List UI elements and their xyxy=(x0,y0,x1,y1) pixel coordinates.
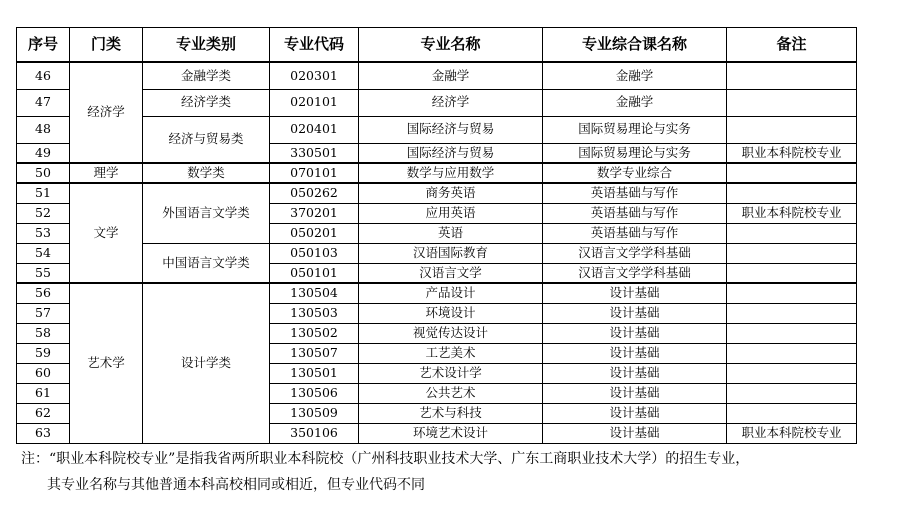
cell-seq: 47 xyxy=(17,89,70,116)
header-major-name: 专业名称 xyxy=(359,28,543,63)
footnote-line-1: 注：“职业本科院校专业”是指我省两所职业本科院校（广州科技职业技术大学、广东工商职业技术大学）的招生专业， xyxy=(21,451,750,467)
table-row xyxy=(17,283,857,303)
cell-remark xyxy=(727,263,857,283)
cell-remark xyxy=(727,163,857,183)
cell-seq: 54 xyxy=(17,243,70,263)
table-row xyxy=(17,183,857,203)
cell-course: 金融学 xyxy=(543,89,727,116)
header-seq: 序号 xyxy=(17,28,70,63)
cell-code: 130506 xyxy=(270,383,359,403)
cell-major-class: 外国语言文学类 xyxy=(143,183,270,243)
cell-remark: 职业本科院校专业 xyxy=(727,143,857,163)
cell-remark xyxy=(727,383,857,403)
cell-seq: 61 xyxy=(17,383,70,403)
cell-name: 工艺美术 xyxy=(359,343,543,363)
cell-code: 130502 xyxy=(270,323,359,343)
cell-remark xyxy=(727,323,857,343)
cell-code: 050262 xyxy=(270,183,359,203)
cell-seq: 63 xyxy=(17,423,70,443)
cell-course: 设计基础 xyxy=(543,403,727,423)
cell-course: 汉语言文学学科基础 xyxy=(543,263,727,283)
cell-seq: 59 xyxy=(17,343,70,363)
table-row xyxy=(17,243,857,263)
cell-code: 130504 xyxy=(270,283,359,303)
cell-name: 汉语言文学 xyxy=(359,263,543,283)
major-table xyxy=(16,27,857,444)
cell-course: 国际贸易理论与实务 xyxy=(543,143,727,163)
cell-name: 环境艺术设计 xyxy=(359,423,543,443)
cell-name: 公共艺术 xyxy=(359,383,543,403)
cell-major-class: 数学类 xyxy=(143,163,270,183)
cell-course: 汉语言文学学科基础 xyxy=(543,243,727,263)
cell-course: 设计基础 xyxy=(543,283,727,303)
cell-code: 370201 xyxy=(270,203,359,223)
cell-name: 应用英语 xyxy=(359,203,543,223)
header-major-code: 专业代码 xyxy=(270,28,359,63)
cell-category: 理学 xyxy=(70,163,143,183)
table-row xyxy=(17,163,857,183)
cell-major-class: 中国语言文学类 xyxy=(143,243,270,283)
cell-major-class: 经济学类 xyxy=(143,89,270,116)
cell-name: 金融学 xyxy=(359,62,543,89)
cell-name: 商务英语 xyxy=(359,183,543,203)
cell-seq: 46 xyxy=(17,62,70,89)
cell-major-class: 金融学类 xyxy=(143,62,270,89)
cell-major-class: 设计学类 xyxy=(143,283,270,443)
cell-name: 环境设计 xyxy=(359,303,543,323)
header-major-class: 专业类别 xyxy=(143,28,270,63)
footnote-line-2: 其专业名称与其他普通本科高校相同或相近，但专业代码不同 xyxy=(47,477,425,493)
cell-seq: 49 xyxy=(17,143,70,163)
cell-name: 产品设计 xyxy=(359,283,543,303)
cell-seq: 58 xyxy=(17,323,70,343)
cell-remark xyxy=(727,223,857,243)
cell-seq: 62 xyxy=(17,403,70,423)
header-category: 门类 xyxy=(70,28,143,63)
cell-remark xyxy=(727,303,857,323)
cell-remark: 职业本科院校专业 xyxy=(727,423,857,443)
cell-course: 数学专业综合 xyxy=(543,163,727,183)
cell-seq: 48 xyxy=(17,116,70,143)
cell-remark xyxy=(727,403,857,423)
cell-course: 设计基础 xyxy=(543,323,727,343)
table-row xyxy=(17,116,857,143)
table-header-row xyxy=(17,28,857,63)
cell-remark: 职业本科院校专业 xyxy=(727,203,857,223)
cell-course: 英语基础与写作 xyxy=(543,183,727,203)
header-remark: 备注 xyxy=(727,28,857,63)
cell-seq: 53 xyxy=(17,223,70,243)
table-row xyxy=(17,62,857,89)
cell-remark xyxy=(727,243,857,263)
cell-code: 130507 xyxy=(270,343,359,363)
header-course-name: 专业综合课名称 xyxy=(543,28,727,63)
cell-seq: 55 xyxy=(17,263,70,283)
cell-code: 020401 xyxy=(270,116,359,143)
cell-course: 英语基础与写作 xyxy=(543,223,727,243)
cell-name: 数学与应用数学 xyxy=(359,163,543,183)
cell-remark xyxy=(727,89,857,116)
cell-course: 设计基础 xyxy=(543,423,727,443)
cell-remark xyxy=(727,343,857,363)
cell-remark xyxy=(727,116,857,143)
cell-seq: 60 xyxy=(17,363,70,383)
cell-course: 设计基础 xyxy=(543,383,727,403)
cell-code: 330501 xyxy=(270,143,359,163)
cell-seq: 57 xyxy=(17,303,70,323)
cell-course: 设计基础 xyxy=(543,363,727,383)
cell-course: 国际贸易理论与实务 xyxy=(543,116,727,143)
cell-code: 020101 xyxy=(270,89,359,116)
cell-name: 国际经济与贸易 xyxy=(359,143,543,163)
cell-category: 艺术学 xyxy=(70,283,143,443)
cell-code: 130509 xyxy=(270,403,359,423)
cell-name: 国际经济与贸易 xyxy=(359,116,543,143)
cell-name: 艺术与科技 xyxy=(359,403,543,423)
cell-category: 经济学 xyxy=(70,62,143,163)
cell-code: 130503 xyxy=(270,303,359,323)
cell-seq: 56 xyxy=(17,283,70,303)
cell-seq: 52 xyxy=(17,203,70,223)
cell-name: 经济学 xyxy=(359,89,543,116)
cell-name: 视觉传达设计 xyxy=(359,323,543,343)
cell-code: 050103 xyxy=(270,243,359,263)
cell-code: 020301 xyxy=(270,62,359,89)
cell-code: 350106 xyxy=(270,423,359,443)
cell-name: 汉语国际教育 xyxy=(359,243,543,263)
cell-seq: 51 xyxy=(17,183,70,203)
cell-remark xyxy=(727,363,857,383)
cell-major-class: 经济与贸易类 xyxy=(143,116,270,163)
table-row xyxy=(17,89,857,116)
cell-code: 050201 xyxy=(270,223,359,243)
cell-name: 英语 xyxy=(359,223,543,243)
cell-code: 130501 xyxy=(270,363,359,383)
cell-course: 设计基础 xyxy=(543,303,727,323)
cell-category: 文学 xyxy=(70,183,143,283)
cell-seq: 50 xyxy=(17,163,70,183)
cell-course: 英语基础与写作 xyxy=(543,203,727,223)
cell-remark xyxy=(727,283,857,303)
cell-remark xyxy=(727,62,857,89)
cell-name: 艺术设计学 xyxy=(359,363,543,383)
cell-course: 金融学 xyxy=(543,62,727,89)
cell-remark xyxy=(727,183,857,203)
cell-code: 050101 xyxy=(270,263,359,283)
cell-course: 设计基础 xyxy=(543,343,727,363)
cell-code: 070101 xyxy=(270,163,359,183)
